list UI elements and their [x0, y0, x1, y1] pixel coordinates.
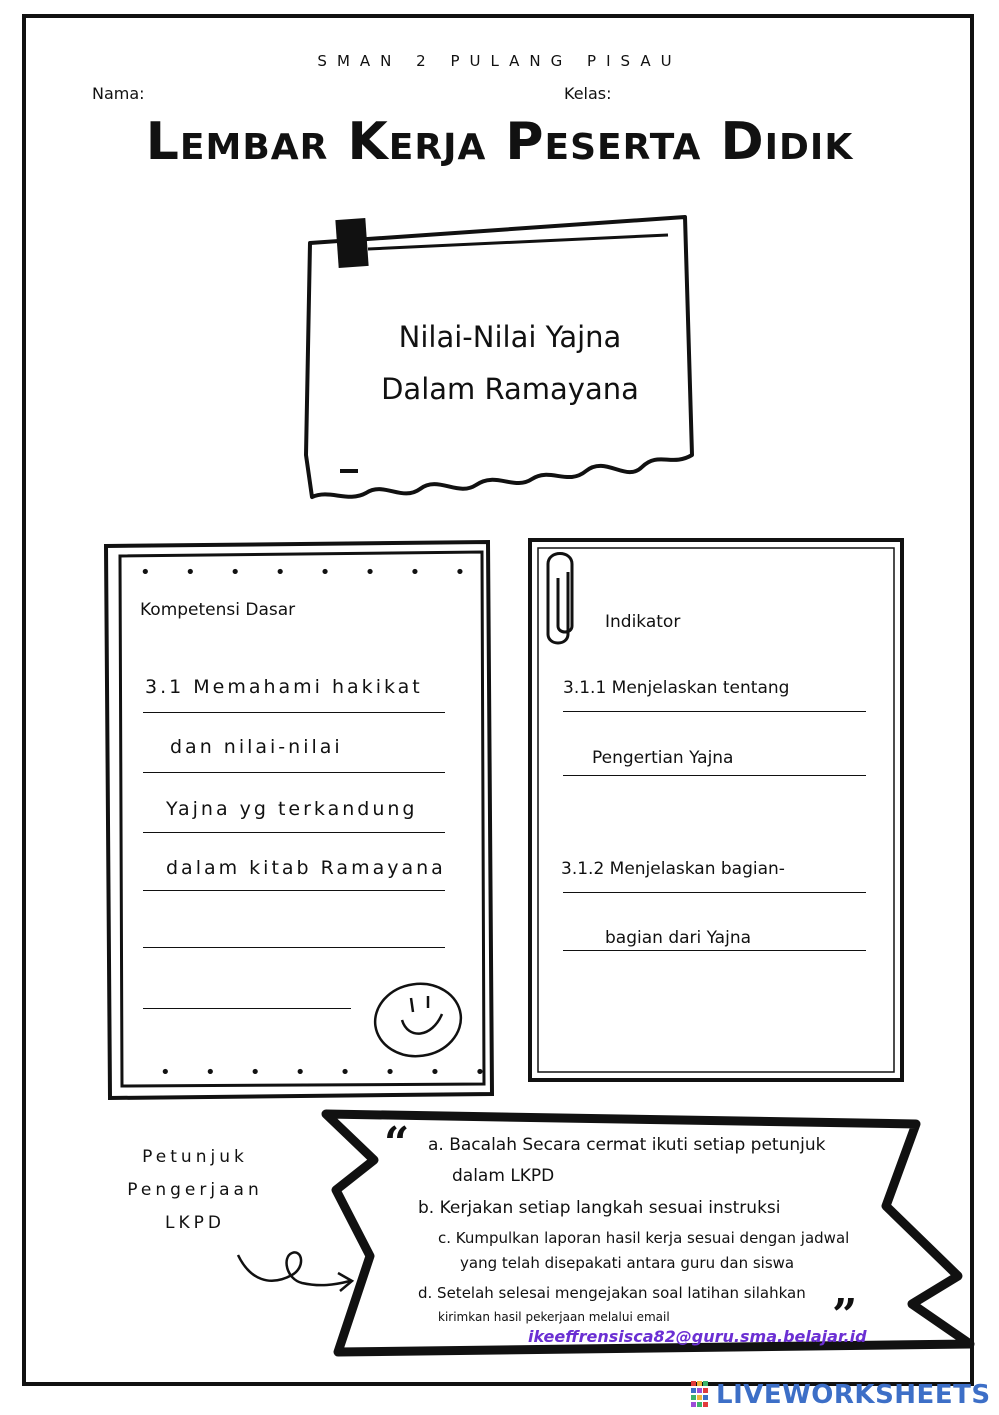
title-note-paper — [300, 205, 710, 510]
step-a-cont: dalam LKPD — [452, 1166, 555, 1186]
page-title: Lembar Kerja Peserta Didik — [145, 112, 854, 172]
indikator-line: 3.1.2 Menjelaskan bagian- — [561, 859, 785, 879]
writing-line — [143, 832, 445, 833]
writing-line — [143, 712, 445, 713]
dots-bottom: • • • • • • • • — [160, 1062, 486, 1083]
liveworksheets-brand[interactable]: LIVEWORKSHEETS — [716, 1380, 991, 1410]
step-c-cont: yang telah disepakati antara guru dan siswa — [460, 1254, 795, 1272]
petunjuk-label-3: LKPD — [165, 1213, 225, 1233]
indikator-line: 3.1.1 Menjelaskan tentang — [563, 678, 790, 698]
topic-line-2: Dalam Ramayana — [381, 372, 639, 406]
writing-line — [143, 947, 445, 948]
kompetensi-heading: Kompetensi Dasar — [140, 600, 296, 620]
tape-icon — [335, 218, 368, 268]
indikator-card — [526, 536, 906, 1084]
writing-line — [563, 775, 866, 776]
writing-line — [563, 892, 866, 893]
writing-line — [143, 1008, 351, 1009]
email-address[interactable]: ikeeffrensisca82@guru.sma.belajar.id — [528, 1327, 867, 1346]
school-name: SMAN 2 PULANG PISAU — [317, 52, 682, 70]
indikator-heading: Indikator — [605, 612, 681, 632]
indikator-line: Pengertian Yajna — [592, 748, 734, 768]
writing-line — [563, 950, 866, 951]
petunjuk-label-1: Petunjuk — [142, 1147, 248, 1167]
step-d: d. Setelah selesai mengejakan soal latihan silahkan — [418, 1284, 806, 1302]
step-c: c. Kumpulkan laporan hasil kerja sesuai dengan jadwal — [438, 1229, 850, 1247]
kompetensi-line: dalam kitab Ramayana — [166, 857, 446, 879]
dots-top: • • • • • • • • — [140, 562, 466, 583]
petunjuk-label-2: Pengerjaan — [127, 1180, 263, 1200]
smiley-icon — [370, 980, 470, 1060]
paperclip-icon — [538, 548, 582, 652]
step-b: b. Kerjakan setiap langkah sesuai instruksi — [418, 1198, 781, 1218]
indikator-line: bagian dari Yajna — [605, 928, 752, 948]
open-quote-icon: “ — [384, 1118, 410, 1169]
liveworksheets-logo-icon — [691, 1381, 713, 1409]
close-quote-icon: ” — [832, 1290, 858, 1341]
step-d-cont: kirimkan hasil pekerjaan melalui email — [438, 1310, 670, 1324]
writing-line — [563, 711, 866, 712]
step-a: a. Bacalah Secara cermat ikuti setiap petunjuk — [428, 1135, 826, 1155]
kompetensi-line: 3.1 Memahami hakikat — [145, 676, 423, 698]
nama-label: Nama: — [92, 84, 145, 103]
writing-line — [143, 890, 445, 891]
writing-line — [143, 772, 445, 773]
kelas-label: Kelas: — [564, 84, 612, 103]
topic-line-1: Nilai-Nilai Yajna — [398, 320, 622, 354]
kompetensi-line: Yajna yg terkandung — [166, 798, 418, 820]
kompetensi-line: dan nilai-nilai — [170, 736, 343, 758]
